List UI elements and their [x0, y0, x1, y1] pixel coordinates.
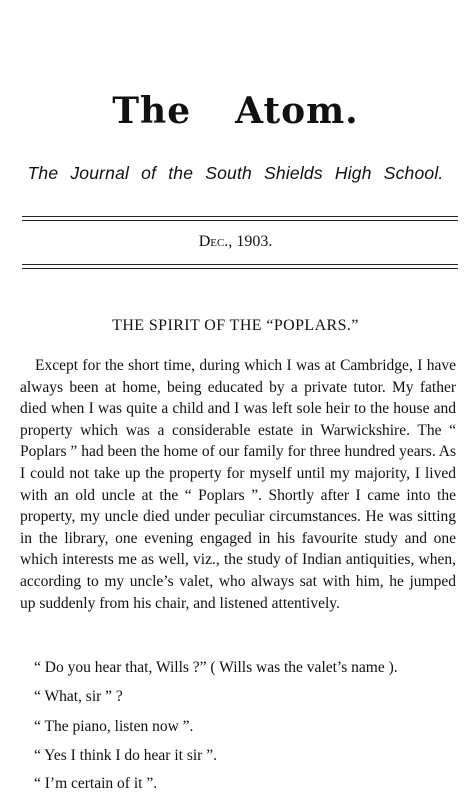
dateline-year: 1903. [236, 233, 273, 250]
masthead-word-atom: Atom. [235, 90, 359, 132]
double-rule-top-upper [22, 216, 458, 217]
dialogue-line: “ Do you hear that, Wills ?” ( Wills was the valet’s name ). [34, 659, 398, 676]
dialogue-line: “ Yes I think I do hear it sir ”. [34, 747, 217, 764]
journal-subtitle: The Journal of the South Shields High School. [27, 163, 444, 183]
dateline-month: Dec., [198, 233, 233, 250]
issue-dateline [0, 233, 471, 251]
article-title: THE SPIRIT OF THE “POPLARS.” [112, 317, 359, 334]
article-body [20, 355, 456, 614]
double-rule-bottom-lower [22, 268, 458, 269]
article-paragraph: Except for the short time, during which I was at Cambridge, I have always been at home, being educated by a private tutor. My father died when I was quite a child and I was left sole heir to the house and property which was a considerable estate in Warwickshire. The “ Poplars ” had been the home of our family for three hundred years. As I could not take up the property for myself until my majority, I lived with an old uncle at the “ Poplars ”. Shortly after I came into the property, my uncle died under peculiar circumstances. He was sitting in the library, one evening engaged in his favourite study and one which interests me as well, viz., the study of Indian antiquities, when, according to my uncle’s valet, who always sat with him, he jumped up suddenly from his chair, and listened attentively. [20, 357, 456, 612]
masthead-title [0, 90, 471, 132]
dialogue-line: “ The piano, listen now ”. [34, 718, 194, 735]
double-rule-top-lower [22, 220, 458, 221]
double-rule-bottom-upper [22, 264, 458, 265]
masthead-word-the: The [112, 90, 192, 132]
dialogue-line: “ What, sir ” ? [34, 688, 123, 705]
dialogue-line: “ I’m certain of it ”. [34, 775, 158, 792]
